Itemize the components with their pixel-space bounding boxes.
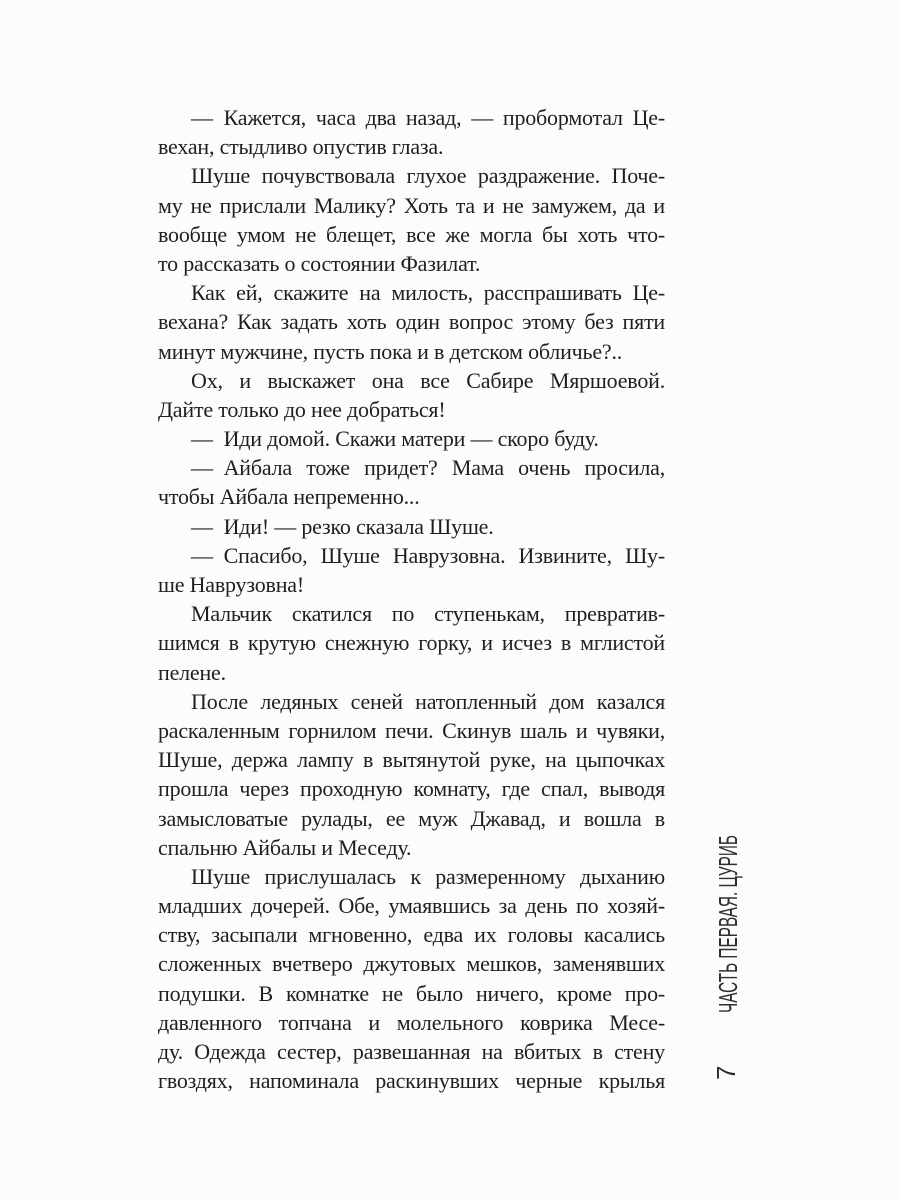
text-line: подушки. В комнатке не было ничего, кроме про-: [158, 980, 665, 1006]
text-line: Шуше почувствовала глухое раздражение. Поче-: [191, 163, 665, 189]
text-line: то рассказать о состоянии Фазилат.: [158, 250, 481, 276]
text-line: — Спасибо, Шуше Наврузовна. Извините, Шу-: [191, 542, 665, 568]
paragraph: [158, 512, 665, 541]
paragraph: [158, 366, 665, 424]
text-line: После ледяных сеней натопленный дом казался: [191, 688, 665, 714]
text-line: — Иди домой. Скажи матери — скоро буду.: [191, 426, 599, 452]
page-number: [690, 1030, 760, 1100]
paragraph: [158, 103, 665, 161]
text-line: вообще умом не блещет, все же могла бы хоть что-: [158, 221, 665, 247]
paragraph: [158, 687, 665, 862]
text-line: — Иди! — резко сказала Шуше.: [191, 513, 494, 539]
text-line: ству, засыпали мгновенно, едва их головы касались: [158, 922, 665, 948]
page-number-text: 7: [711, 1065, 741, 1080]
text-line: Ох, и выскажет она все Сабире Мяршоевой.: [191, 367, 665, 393]
text-line: му не прислали Малику? Хоть та и не замужем, да и: [158, 192, 665, 218]
text-line: пелене.: [158, 659, 226, 685]
text-line: Как ей, скажите на милость, расспрашивать Це-: [191, 280, 665, 306]
paragraph: [158, 278, 665, 366]
text-line: Дайте только до нее добраться!: [158, 396, 446, 422]
text-line: спальню Айбалы и Меседу.: [158, 834, 412, 860]
paragraph: [158, 424, 665, 453]
paragraph: [158, 541, 665, 599]
text-line: Шуше прислушалась к размеренному дыханию: [191, 863, 665, 889]
text-line: — Айбала тоже придет? Мама очень просила,: [191, 455, 665, 481]
text-line: минут мужчине, пусть пока и в детском обличье?..: [158, 338, 623, 364]
text-line: ше Наврузовна!: [158, 572, 304, 597]
body-text-block: [158, 103, 665, 1095]
paragraph: [158, 161, 665, 278]
text-line: прошла через проходную комнату, где спал, выводя: [158, 776, 665, 802]
text-line: давленного топчана и молельного коврика Месе-: [158, 1009, 665, 1035]
text-line: младших дочерей. Обе, умаявшись за день по хозяй-: [158, 893, 665, 919]
text-line: раскаленным горнилом печи. Скинув шаль и чувяки,: [158, 717, 665, 743]
text-line: вехан, стыдливо опустив глаза.: [158, 134, 444, 160]
running-head-text: ЧАСТЬ ПЕРВАЯ. ЦУРИБ: [713, 711, 743, 1013]
text-line: гвоздях, напоминала раскинувших черные крылья: [158, 1068, 665, 1094]
paragraph: [158, 599, 665, 687]
paragraph: [158, 453, 665, 511]
text-line: замысловатые рулады, ее муж Джавад, и вошла в: [158, 805, 665, 831]
text-line: Мальчик скатился по ступенькам, превратив-: [191, 601, 665, 627]
text-line: — Кажется, часа два назад, — пробормотал Це-: [191, 105, 665, 130]
text-line: вехана? Как задать хоть один вопрос этому без пяти: [158, 309, 665, 335]
text-line: Шуше, держа лампу в вытянутой руке, на цыпочках: [158, 747, 665, 773]
paragraph: [158, 862, 665, 1096]
text-line: шимся в крутую снежную горку, и исчез в мглистой: [158, 630, 665, 656]
text-line: сложенных вчетверо джутовых мешков, заменявших: [158, 951, 665, 977]
text-line: ду. Одежда сестер, развешанная на вбитых в стену: [158, 1039, 665, 1064]
running-head: [690, 711, 760, 1030]
text-line: чтобы Айбала непременно...: [158, 484, 420, 510]
